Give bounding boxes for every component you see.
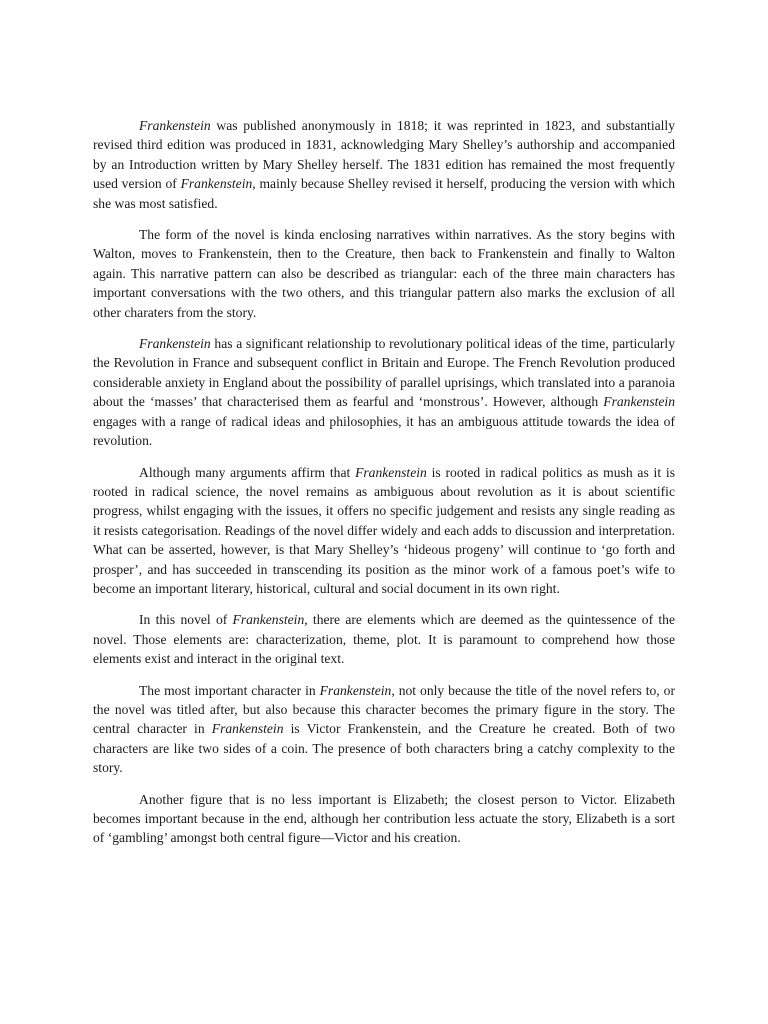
paragraph-6-segment-1: The most important character in <box>139 682 320 698</box>
paragraph-5-segment-2: Frankenstein <box>232 612 305 628</box>
paragraph-5-segment-3: , there are elements which are deemed as the quintessence of the novel. Those elements are: characterization, theme, plot. It is paramount to comprehend how those elements exist and interact in the original text. <box>93 612 675 667</box>
paragraph-3-segment-2: has a significant relationship to revolutionary political ideas of the time, particularly the Revolution in France and subsequent conflict in Britain and Europe. The French Revolution produced considerable anxiety in England about the possibility of parallel uprisings, which translated into a paranoia about the ‘masses’ that characterised them as fearful and ‘monstrous’. However, although <box>93 336 675 410</box>
paragraph-1-segment-1: Frankenstein <box>139 118 211 133</box>
paragraph-4 <box>93 463 675 599</box>
paragraph-4-segment-3: is rooted in radical politics as mush as it is rooted in radical science, the novel remains as ambiguous about revolution as it is about scientific progress, whilst engaging with the issues, it offers no specific judgement and resists any single reading as it resists categorisation. Readings of the novel differ widely and each adds to discussion and interpretation. What can be asserted, however, is that Mary Shelley’s ‘hideous progeny’ will continue to ‘go forth and prosper’, and has succeeded in transcending its position as the minor work of a famous poet’s wife to become an important literary, historical, cultural and social document in its own right. <box>93 464 675 596</box>
paragraph-1-segment-4: , mainly because Shelley revised it herself, producing the version with which she was most satisfied. <box>93 176 675 211</box>
paragraph-3-segment-4: engages with a range of radical ideas and philosophies, it has an ambiguous attitude towards the idea of revolution. <box>93 413 675 449</box>
paragraph-6-segment-4: Frankenstein <box>211 721 284 737</box>
paragraph-3 <box>93 334 675 450</box>
paragraph-6-segment-5: is Victor Frankenstein, and the Creature he created. Both of two characters are like two sides of a coin. The presence of both characters bring a catchy complexity to the story. <box>93 721 675 776</box>
body-text <box>93 116 675 860</box>
paragraph-3-segment-1: Frankenstein <box>139 336 211 352</box>
paragraph-5 <box>93 610 675 668</box>
paragraph-2 <box>93 225 675 322</box>
paragraph-5-segment-1: In this novel of <box>139 612 233 628</box>
paragraph-7 <box>93 790 675 848</box>
paragraph-4-segment-1: Although many arguments affirm that <box>139 464 356 480</box>
paragraph-1 <box>93 116 675 213</box>
paragraph-6 <box>93 681 675 778</box>
paragraph-6-segment-3: , not only because the title of the novel refers to, or the novel was titled after, but also because this character becomes the primary figure in the story. The central character in <box>93 682 675 737</box>
paragraph-6-segment-2: Frankenstein <box>319 682 392 698</box>
paragraph-2-segment-1: The form of the novel is kinda enclosing narratives within narratives. As the story begins with Walton, moves to Frankenstein, then to the Creature, then back to Frankenstein and finally to Walton again. This narrative pattern can also be described as triangular: each of the three main characters has important conversations with the two others, and this triangular pattern also marks the exclusion of all other charaters from the story. <box>93 227 675 320</box>
paragraph-3-segment-3: Frankenstein <box>603 394 675 410</box>
paragraph-1-segment-2: was published anonymously in 1818; it was reprinted in 1823, and substantially revised third edition was produced in 1831, acknowledging Mary Shelley’s authorship and accompanied by an Introduction written by Mary Shelley herself. The 1831 edition has remained the most frequently used version of <box>93 118 675 192</box>
paragraph-4-segment-2: Frankenstein <box>355 464 427 480</box>
paragraph-1-segment-3: Frankenstein <box>180 176 253 192</box>
paragraph-7-segment-1: Another figure that is no less important is Elizabeth; the closest person to Victor. Elizabeth becomes important because in the end, although her contribution less actuate the story, Elizabeth is a sort of ‘gambling’ amongst both central figure—Victor and his creation. <box>93 791 675 846</box>
